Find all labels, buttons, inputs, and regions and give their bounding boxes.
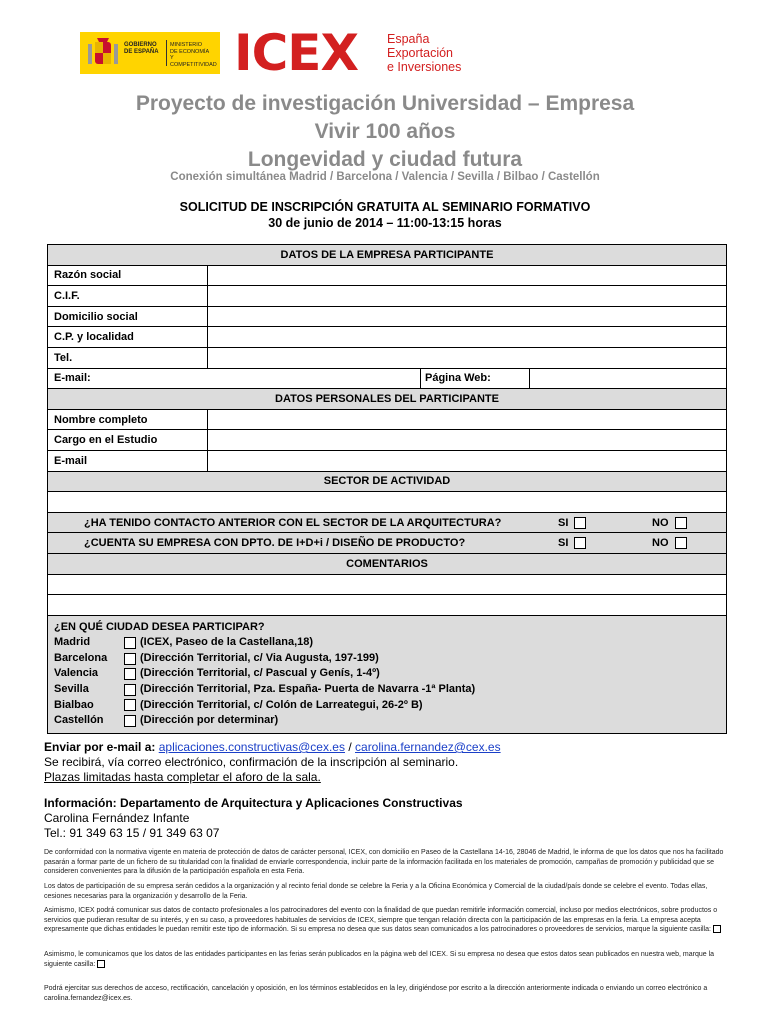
registration-form bbox=[47, 244, 727, 734]
q2-label: ¿CUENTA SU EMPRESA CON DPTO. DE I+D+i / DISEÑO DE PRODUCTO? bbox=[84, 537, 466, 550]
cp-row[interactable] bbox=[48, 327, 726, 348]
logo-divider bbox=[166, 40, 167, 66]
city-option-castellon[interactable] bbox=[54, 713, 720, 729]
city-detail: (Dirección Territorial, c/ Pascual y Genís, 1-4º) bbox=[140, 667, 380, 680]
empresa-section-header: DATOS DE LA EMPRESA PARTICIPANTE bbox=[48, 245, 726, 266]
email-separator: / bbox=[348, 740, 352, 754]
title-line-3: Longevidad y ciudad futura bbox=[247, 148, 523, 171]
title-line-1: Proyecto de investigación Universidad – Empresa bbox=[135, 92, 635, 115]
legal-checkbox-1[interactable] bbox=[713, 925, 721, 933]
cp-label: C.P. y localidad bbox=[48, 327, 208, 347]
email-web-row[interactable] bbox=[48, 369, 726, 390]
q1-no-label: NO bbox=[652, 516, 669, 529]
city-detail: (Dirección por determinar) bbox=[140, 714, 279, 727]
info-label: Información: Departamento de Arquitectura y Aplicaciones Constructivas bbox=[44, 796, 463, 810]
comentarios-input-row-2[interactable] bbox=[48, 595, 726, 616]
legal-paragraph-2: Los datos de participación de su empresa serán cedidos a la organización y al recinto ferial donde se celebre la Feria y a la Oficina Económica y Comercial de la ciudad/país donde se celebre el evento. Todas ellas, cesiones necesarias para la organización y desarrollo de la Feria. bbox=[44, 883, 708, 900]
city-checkbox[interactable] bbox=[124, 715, 136, 727]
city-checkbox[interactable] bbox=[124, 637, 136, 649]
gobierno-text: GOBIERNO DE ESPAÑA bbox=[124, 42, 159, 55]
personal-section-header: DATOS PERSONALES DEL PARTICIPANTE bbox=[48, 389, 726, 410]
q1-no[interactable] bbox=[652, 517, 687, 529]
q2-row bbox=[48, 533, 726, 554]
cif-row[interactable] bbox=[48, 286, 726, 307]
sector-section-header: SECTOR DE ACTIVIDAD bbox=[48, 472, 726, 493]
city-name: Barcelona bbox=[54, 651, 108, 664]
city-option-barcelona[interactable] bbox=[54, 651, 720, 667]
nombre-row[interactable] bbox=[48, 410, 726, 431]
q1-si[interactable] bbox=[558, 517, 586, 529]
seminar-date: 30 de junio de 2014 – 11:00-13:15 horas bbox=[268, 216, 502, 230]
legal-checkbox-2[interactable] bbox=[97, 960, 105, 968]
domicilio-label: Domicilio social bbox=[48, 307, 208, 327]
city-checkbox[interactable] bbox=[124, 684, 136, 696]
city-name: Bialbao bbox=[54, 698, 94, 711]
contact-phone: Tel.: 91 349 63 15 / 91 349 63 07 bbox=[44, 826, 220, 840]
q2-si[interactable] bbox=[558, 537, 586, 549]
city-name: Sevilla bbox=[54, 683, 89, 696]
q1-no-checkbox[interactable] bbox=[675, 517, 687, 529]
city-name: Castellón bbox=[54, 714, 104, 727]
cities-subtitle: Conexión simultánea Madrid / Barcelona / Valencia / Sevilla / Bilbao / Castellón bbox=[170, 171, 600, 183]
email2-label: E-mail bbox=[48, 451, 208, 471]
legal-paragraph-4-text: Asimismo, le comunicamos que los datos de las entidades participantes en las ferias serán publicados en la página web del ICEX. Si su empresa no desea que estos datos sean publicados en nuestra web, marque la siguiente casilla: bbox=[44, 951, 715, 968]
send-label: Enviar por e-mail a: bbox=[44, 740, 156, 754]
web-label: Página Web: bbox=[420, 369, 530, 389]
cargo-label: Cargo en el Estudio bbox=[48, 430, 208, 450]
contact-info bbox=[44, 796, 734, 841]
title-line-2: Vivir 100 años bbox=[314, 120, 456, 143]
q2-no[interactable] bbox=[652, 537, 687, 549]
nombre-label: Nombre completo bbox=[48, 410, 208, 430]
email-link-2[interactable]: carolina.fernandez@cex.es bbox=[355, 740, 501, 754]
razon-social-label: Razón social bbox=[48, 266, 208, 286]
legal-paragraph-3 bbox=[44, 906, 734, 935]
icex-logo: ICEX bbox=[234, 24, 359, 82]
form-heading: SOLICITUD DE INSCRIPCIÓN GRATUITA AL SEMINARIO FORMATIVO bbox=[179, 200, 591, 214]
q1-label: ¿HA TENIDO CONTACTO ANTERIOR CON EL SECTOR DE LA ARQUITECTURA? bbox=[84, 516, 502, 529]
comentarios-input-row-1[interactable] bbox=[48, 575, 726, 596]
q1-si-checkbox[interactable] bbox=[574, 517, 586, 529]
q2-si-label: SI bbox=[558, 537, 569, 550]
sector-input-row[interactable] bbox=[48, 492, 726, 513]
city-name: Madrid bbox=[54, 636, 91, 649]
legal-paragraph-4 bbox=[44, 950, 734, 969]
coat-of-arms-icon bbox=[86, 36, 120, 70]
city-detail: (Dirección Territorial, c/ Colón de Larreategui, 26-2º B) bbox=[140, 698, 423, 711]
icex-logo-subtitle: España Exportación e Inversiones bbox=[387, 32, 462, 74]
city-checkbox[interactable] bbox=[124, 653, 136, 665]
legal-paragraph-3-text: Asimismo, ICEX podrá comunicar sus datos de contacto profesionales a los patrocinadores del evento con la finalidad de que puedan remitirle información comercial, incluso por medios electrónicos, sobre productos o servicios que pudieran resultar de su interés, y en su caso, a proveedores habituales de servicios de ICEX, siempre que tengan relación directa con la participación de las empresas en la feria. La empresa acepta expresamente que dichas entidades le puedan remitir este tipo de información. Si su empresa no desea que sus datos sean comunicados a los patrocinadores o proveedores de servicios, marque la siguiente casilla: bbox=[44, 907, 718, 933]
legal-paragraph-1: De conformidad con la normativa vigente en materia de protección de datos de carácter personal, ICEX, con domicilio en Paseo de la Castellana 14-16, 28046 de Madrid, le informa de que los datos que nos ha facilitado pasarán a formar parte de un fichero de su titularidad con la finalidad de enviarle correspondencia, incluir parte de la información facilitada en los materiales de promoción, campañas de promoción y publicidad que se consideren convenientes para la difusión de la participación española en esta Feria. bbox=[44, 849, 724, 875]
email-link-1[interactable]: aplicaciones.constructivas@cex.es bbox=[158, 740, 345, 754]
city-option-madrid[interactable] bbox=[54, 635, 720, 651]
city-question: ¿EN QUÉ CIUDAD DESEA PARTICIPAR? bbox=[54, 620, 265, 633]
email2-row[interactable] bbox=[48, 451, 726, 472]
city-name: Valencia bbox=[54, 667, 99, 680]
city-selection bbox=[48, 616, 726, 733]
tel-label: Tel. bbox=[48, 348, 208, 368]
cif-label: C.I.F. bbox=[48, 286, 208, 306]
comentarios-section-header: COMENTARIOS bbox=[48, 554, 726, 575]
contact-name: Carolina Fernández Infante bbox=[44, 811, 190, 825]
city-detail: (Dirección Territorial, Pza. España- Puerta de Navarra -1ª Planta) bbox=[140, 683, 476, 696]
tel-row[interactable] bbox=[48, 348, 726, 369]
cargo-row[interactable] bbox=[48, 430, 726, 451]
send-instructions bbox=[44, 740, 734, 785]
city-option-bilbao[interactable] bbox=[54, 698, 720, 714]
email-label: E-mail: bbox=[54, 372, 91, 385]
q2-si-checkbox[interactable] bbox=[574, 537, 586, 549]
q2-no-checkbox[interactable] bbox=[675, 537, 687, 549]
legal-paragraph-5: Podrá ejercitar sus derechos de acceso, rectificación, cancelación y oposición, en los términos establecidos en la ley, dirigiéndose por escrito a la dirección anteriormente indicada o enviando un correo electrónico a carolina.fernandez@icex.es. bbox=[44, 985, 708, 1002]
city-detail: (ICEX, Paseo de la Castellana,18) bbox=[140, 636, 314, 649]
city-option-sevilla[interactable] bbox=[54, 682, 720, 698]
q1-si-label: SI bbox=[558, 516, 569, 529]
q1-row bbox=[48, 513, 726, 534]
city-option-valencia[interactable] bbox=[54, 666, 720, 682]
domicilio-row[interactable] bbox=[48, 307, 726, 328]
q2-no-label: NO bbox=[652, 537, 669, 550]
ministerio-text: MINISTERIO DE ECONOMÍA Y COMPETITIVIDAD bbox=[170, 42, 217, 68]
limited-seats-text: Plazas limitadas hasta completar el aforo de la sala. bbox=[44, 770, 321, 784]
city-detail: (Dirección Territorial, c/ Via Augusta, 197-199) bbox=[140, 651, 379, 664]
city-checkbox[interactable] bbox=[124, 668, 136, 680]
city-checkbox[interactable] bbox=[124, 699, 136, 711]
razon-social-row[interactable] bbox=[48, 266, 726, 287]
gobierno-logo bbox=[80, 32, 220, 74]
confirmation-text: Se recibirá, vía correo electrónico, confirmación de la inscripción al seminario. bbox=[44, 755, 459, 769]
